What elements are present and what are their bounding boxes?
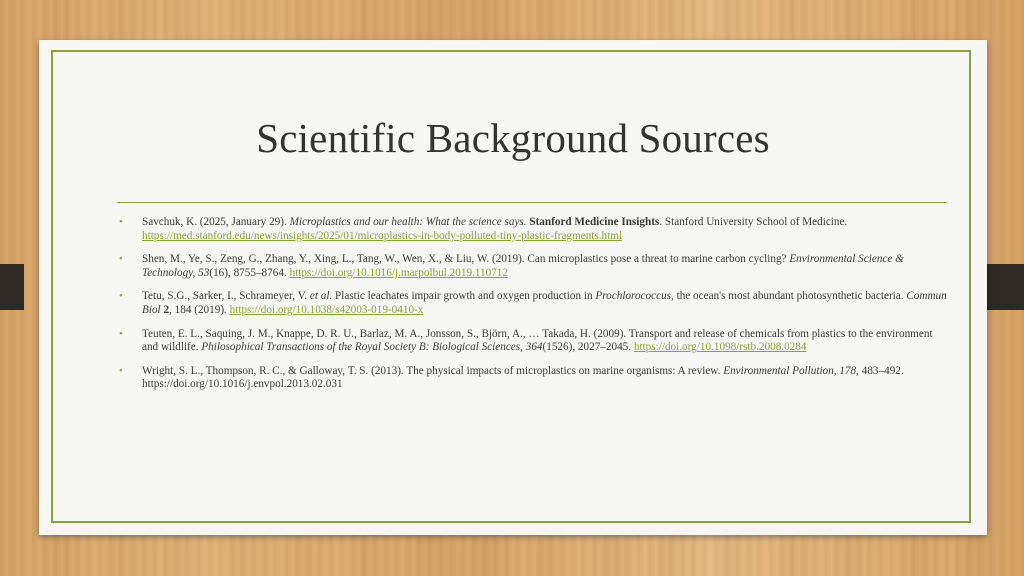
- reference-item: [119, 328, 949, 355]
- reference-text: Teuten, E. L., Saquing, J. M., Knappe, D. R. U., Barlaz, M. A., Jonsson, S., Björn, A., … Takada, H. (2009). Transport and release of chemicals from plastics to the environment and wildlife.: [142, 327, 933, 354]
- reference-text: Shen, M., Ye, S., Zeng, G., Zhang, Y., Xing, L., Tang, W., Wen, X., & Liu, W. (2019). Can microplastics pose a threat to marine carbon cycling?: [142, 253, 790, 266]
- reference-journal: Philosophical Transactions of the Royal Society B: Biological Sciences, 364: [201, 341, 543, 354]
- reference-publication: Stanford Medicine Insights: [529, 216, 660, 228]
- reference-item: [119, 253, 949, 280]
- reference-journal: Commun Biol: [142, 290, 947, 316]
- reference-volume: 2: [163, 303, 170, 316]
- slide-title: Scientific Background Sources: [256, 115, 770, 161]
- binder-strap-left: [0, 264, 24, 310]
- reference-text: Plastic leachates impair growth and oxygen production in: [332, 290, 596, 303]
- reference-text: , the ocean's most abundant photosynthetic bacteria.: [671, 290, 907, 303]
- reference-text: (1526), 2027–2045.: [542, 341, 634, 354]
- reference-list: [119, 216, 949, 402]
- reference-text: , 483–492.: [856, 364, 904, 377]
- reference-text: Savchuk, K. (2025, January 29).: [142, 216, 290, 228]
- reference-link[interactable]: https://doi.org/10.1098/rstb.2008.0284: [633, 341, 807, 354]
- bullet-icon: •: [119, 327, 123, 340]
- reference-journal: Environmental Pollution, 178: [723, 364, 857, 377]
- bullet-icon: •: [119, 290, 123, 303]
- reference-link[interactable]: https://med.stanford.edu/news/insights/2025/01/microplastics-in-body-polluted-tiny-plastic-fragments.html: [142, 229, 623, 242]
- reference-etal: et al.: [309, 290, 333, 303]
- reference-species: Prochlorococcus: [595, 290, 671, 303]
- reference-article-title: Microplastics and our health: What the science says.: [289, 216, 527, 228]
- bullet-icon: •: [119, 253, 123, 266]
- reference-journal: Environmental Science & Technology, 53: [142, 253, 904, 279]
- reference-doi: https://doi.org/10.1016/j.envpol.2013.02.031: [142, 378, 343, 391]
- reference-item: [119, 290, 949, 317]
- bullet-icon: •: [119, 216, 123, 228]
- reference-link[interactable]: https://doi.org/10.1016/j.marpolbul.2019.110712: [289, 266, 508, 279]
- reference-text: . Stanford University School of Medicine.: [659, 216, 848, 228]
- reference-item: [119, 365, 949, 392]
- bullet-icon: •: [119, 364, 123, 377]
- slide: [39, 40, 987, 535]
- reference-item: [119, 216, 949, 243]
- reference-text: , 184 (2019).: [169, 303, 230, 316]
- reference-text: Wright, S. L., Thompson, R. C., & Galloway, T. S. (2013). The physical impacts of microplastics on marine organisms: A review.: [142, 364, 724, 377]
- reference-text: Tetu, S.G., Sarker, I., Schrameyer, V.: [142, 290, 310, 303]
- reference-text: (16), 8755–8764.: [209, 266, 290, 279]
- reference-link[interactable]: https://doi.org/10.1038/s42003-019-0410-x: [229, 303, 424, 316]
- title-divider: [117, 202, 947, 203]
